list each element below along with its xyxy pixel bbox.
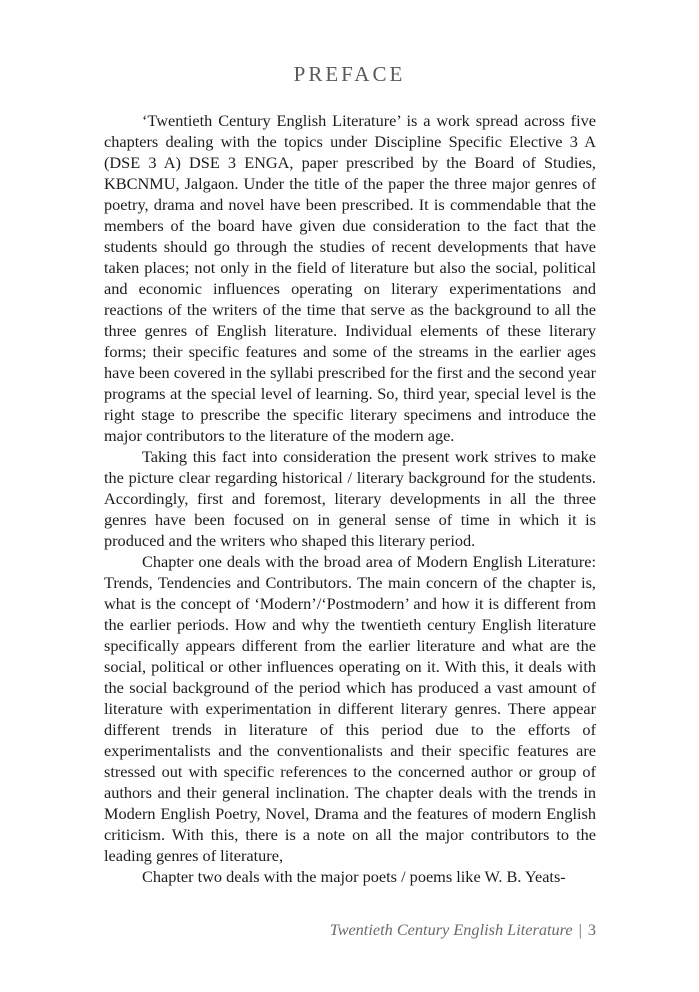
page-number: 3 (587, 920, 596, 939)
preface-body (104, 110, 596, 887)
paragraph: ‘Twentieth Century English Literature’ is a work spread across five chapters dealing with the topics under Discipline Specific Elective 3 A (DSE 3 A) DSE 3 ENGA, paper prescribed by the Board of Studies, KBCNMU, Jalgaon. Under the title of the paper the three major genres of poetry, drama and novel have been prescribed. It is commendable that the members of the board have given due consideration to the fact that the students should go through the studies of recent developments that have taken places; not only in the field of literature but also the social, political and economic influences operating on literary experimentations and reactions of the writers of the time that serve as the background to all the three genres of English literature. Individual elements of these literary forms; their specific features and some of the streams in the earlier ages have been covered in the syllabi prescribed for the first and the second year programs at the special level of learning. So, third year, special level is the right stage to prescribe the specific literary specimens and introduce the major contributors to the literature of the modern age. (104, 111, 596, 445)
footer-separator: | (578, 920, 582, 939)
footer-book-title: Twentieth Century English Literature (329, 920, 573, 939)
page-title: PREFACE (293, 62, 406, 86)
paragraph: Chapter one deals with the broad area of Modern English Literature: Trends, Tendencies and Contributors. The main concern of the chapter is, what is the concept of ‘Modern’/‘Postmodern’ and how it is different from the earlier periods. How and why the twentieth century English literature specifically appears different from the earlier literature and what are the social, political or other influences operating on it. With this, it deals with the social background of the period which has produced a vast amount of literature with experimentation in different literary genres. There appear different trends in literature of this period due to the efforts of experimentalists and the conventionalists and their specific features are stressed out with specific references to the concerned author or group of authors and their general inclination. The chapter deals with the trends in Modern English Poetry, Novel, Drama and the features of modern English criticism. With this, there is a note on all the major contributors to the leading genres of literature, (104, 552, 596, 865)
paragraph: Taking this fact into consideration the present work strives to make the picture clear regarding historical / literary background for the students. Accordingly, first and foremost, literary developments in all the three genres have been focused on in general sense of time in which it is produced and the writers who shaped this literary period. (104, 447, 596, 550)
paragraph: Chapter two deals with the major poets / poems like W. B. Yeats- (142, 867, 566, 886)
page-footer (330, 920, 596, 940)
